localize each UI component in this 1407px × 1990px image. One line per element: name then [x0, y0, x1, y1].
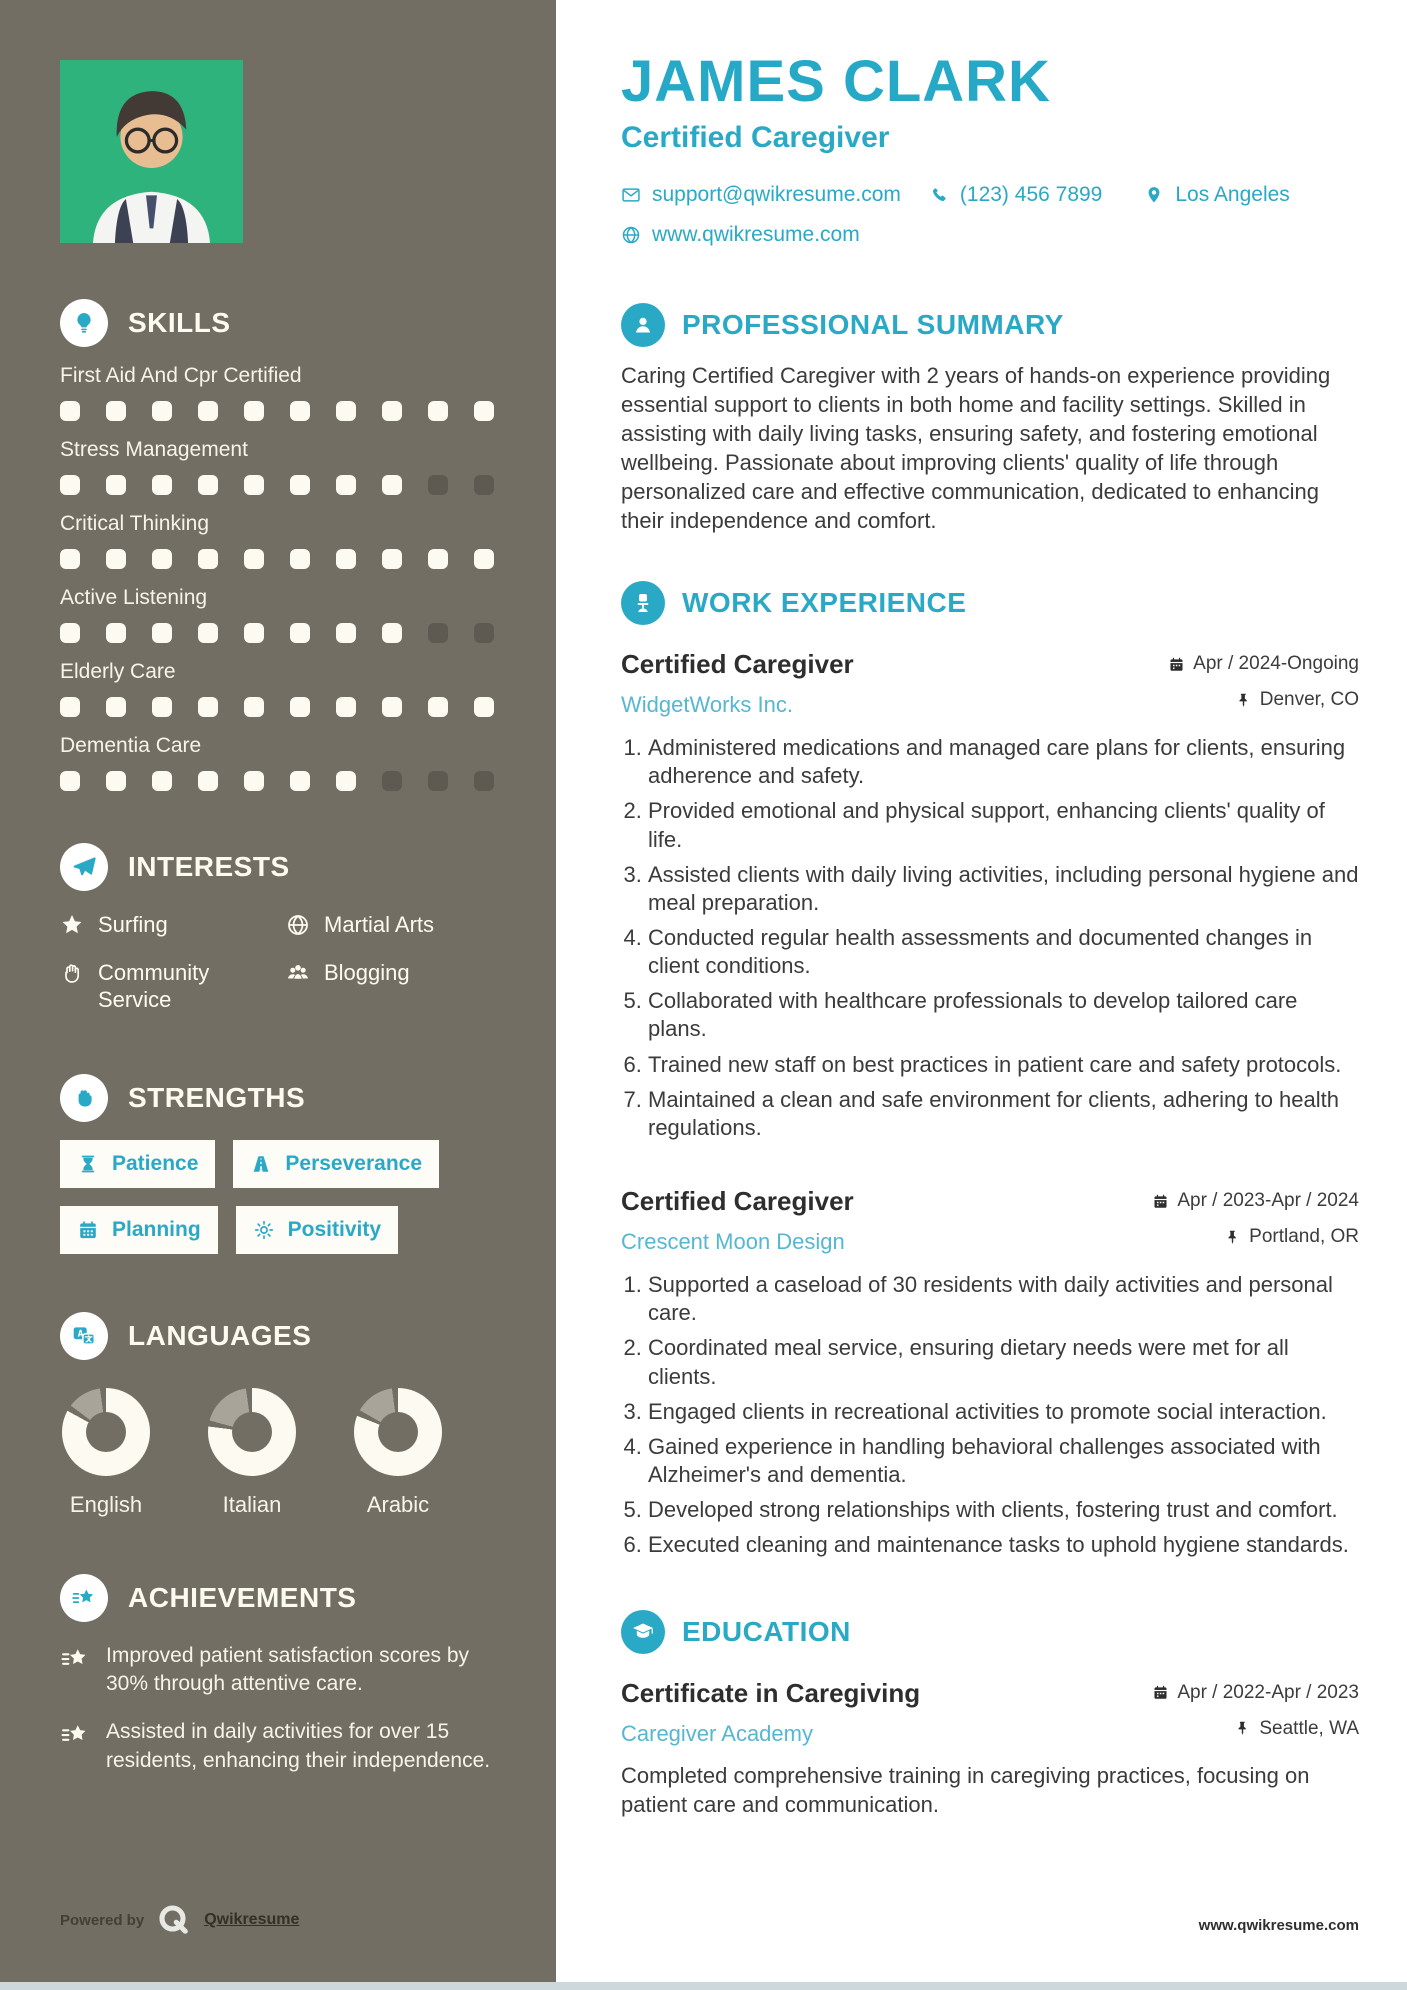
education-text: Completed comprehensive training in caregiving practices, focusing on patient care and communication. — [621, 1762, 1310, 1817]
main-content — [556, 0, 1407, 1990]
skills-title: SKILLS — [128, 307, 231, 338]
skills-header — [60, 299, 498, 347]
skill-item — [60, 734, 498, 791]
skill-dot — [336, 549, 356, 569]
skill-dot — [244, 475, 264, 495]
skill-dot — [428, 475, 448, 495]
strength-label: Positivity — [287, 1217, 382, 1241]
qwikresume-brand-link[interactable]: Qwikresume — [204, 1911, 300, 1928]
job-location — [1168, 689, 1359, 711]
education-dates — [1152, 1682, 1359, 1704]
achievement-item — [60, 1718, 498, 1775]
skill-dot — [60, 401, 80, 421]
job-bullet: 3. Assisted clients with daily living activities, including personal hygiene and meal preparation. — [648, 861, 1359, 917]
users-icon — [286, 961, 310, 985]
languages-title: LANGUAGES — [128, 1319, 312, 1351]
strength-chip — [60, 1206, 218, 1254]
calendar-small-icon — [1152, 1193, 1169, 1210]
job-bullet: 7. Maintained a clean and safe environment for clients, adhering to health regulations. — [648, 1086, 1359, 1142]
experience-section — [621, 581, 1359, 1559]
skill-level-dots — [60, 549, 498, 569]
skill-dot — [60, 475, 80, 495]
interest-item — [286, 911, 498, 939]
job-header — [621, 1186, 1359, 1255]
globe-icon — [286, 913, 310, 937]
skill-dot — [106, 475, 126, 495]
summary-header — [621, 303, 1359, 347]
strengths-title: STRENGTHS — [128, 1081, 306, 1113]
skill-level-dots — [60, 475, 498, 495]
location-text: Los Angeles — [1175, 182, 1290, 206]
education-title: EDUCATION — [682, 1615, 851, 1647]
skill-dot — [336, 623, 356, 643]
skill-dot — [474, 623, 494, 643]
email-item[interactable] — [621, 183, 901, 207]
language-donut-chart — [62, 1388, 150, 1476]
interest-label: Surfing — [98, 912, 168, 937]
job-bullet: 3. Engaged clients in recreational activities to promote social interaction. — [648, 1398, 1359, 1426]
skill-dot — [244, 401, 264, 421]
skill-dot — [198, 475, 218, 495]
job-company: WidgetWorks Inc. — [621, 692, 793, 718]
translate-icon — [60, 1312, 108, 1360]
hand-icon — [60, 961, 84, 985]
achievement-text: Assisted in daily activities for over 15 residents, enhancing their independence. — [106, 1720, 491, 1772]
education-dates-text: Apr / 2022-Apr / 2023 — [1177, 1681, 1359, 1703]
education-header — [621, 1610, 1359, 1654]
candidate-name: JAMES CLARK — [621, 49, 1051, 114]
skill-dot — [428, 623, 448, 643]
skill-dot — [428, 401, 448, 421]
strengths-section — [60, 1074, 498, 1254]
job-header-right — [1152, 1186, 1359, 1248]
strengths-list — [60, 1140, 498, 1254]
sidebar — [0, 0, 556, 1990]
achievements-header — [60, 1574, 498, 1622]
language-label: Arabic — [366, 1491, 430, 1517]
interest-item — [60, 911, 272, 939]
summary-text: Caring Certified Caregiver with 2 years of hands-on experience providing essential support to clients in both home and facility settings. Skilled in assisting with daily living tasks, ensuring safety, and fostering emotional wellbeing. Passionate about improving clients' quality of life through personalized care and effective communication, dedicated to enhancing their independence and comfort. — [621, 362, 1331, 534]
skill-dot — [106, 697, 126, 717]
skill-dot — [336, 771, 356, 791]
job-entry — [621, 1186, 1359, 1559]
interests-header — [60, 843, 498, 891]
achievements-list — [60, 1642, 498, 1775]
job-bullet: 5. Developed strong relationships with clients, fostering trust and comfort. — [648, 1496, 1359, 1524]
grad-cap-icon — [621, 1610, 665, 1654]
education-list — [621, 1678, 1359, 1819]
job-bullets — [621, 734, 1359, 1142]
interests-title: INTERESTS — [128, 851, 290, 882]
calendar-small-icon — [1152, 1684, 1169, 1701]
chair-icon — [621, 581, 665, 625]
skill-dot — [152, 549, 172, 569]
language-item — [60, 1388, 152, 1518]
skill-item — [60, 364, 498, 421]
skill-level-dots — [60, 401, 498, 421]
education-entry — [621, 1678, 1359, 1819]
language-item — [352, 1388, 444, 1518]
skill-dot — [106, 623, 126, 643]
footer-site[interactable]: www.qwikresume.com — [1198, 1917, 1359, 1934]
road-icon — [250, 1153, 272, 1175]
skill-dot — [244, 549, 264, 569]
skill-dot — [474, 549, 494, 569]
skill-dot — [474, 401, 494, 421]
skill-dot — [152, 623, 172, 643]
skill-dot — [382, 623, 402, 643]
shooting-star-icon — [60, 1644, 90, 1674]
skill-item — [60, 438, 498, 495]
job-location-text: Denver, CO — [1259, 689, 1359, 711]
language-label: English — [69, 1491, 143, 1517]
shooting-star-icon — [60, 1720, 90, 1750]
skill-label: First Aid And Cpr Certified — [60, 364, 302, 387]
skill-dot — [152, 475, 172, 495]
skill-dot — [474, 697, 494, 717]
interests-section — [60, 843, 498, 1014]
strengths-header — [60, 1074, 498, 1122]
sidebar-footer — [60, 1902, 299, 1938]
skill-level-dots — [60, 771, 498, 791]
interest-label: Blogging — [324, 959, 410, 985]
strength-chip — [233, 1140, 439, 1188]
job-header-left — [621, 1186, 854, 1255]
skill-dot — [152, 771, 172, 791]
pushpin-icon — [1224, 1229, 1241, 1246]
paper-plane-icon — [60, 843, 108, 891]
interest-label: Community Service — [98, 959, 210, 1012]
languages-header — [60, 1312, 498, 1360]
skill-label: Elderly Care — [60, 660, 176, 683]
skill-dot — [152, 697, 172, 717]
skill-dot — [152, 401, 172, 421]
candidate-role: Certified Caregiver — [621, 120, 890, 154]
phone-icon — [929, 185, 949, 205]
skill-dot — [382, 771, 402, 791]
skill-dot — [244, 697, 264, 717]
map-pin-icon — [1144, 185, 1164, 205]
skill-dot — [198, 401, 218, 421]
skill-item — [60, 586, 498, 643]
strengths-row — [60, 1140, 498, 1188]
calendar-icon — [77, 1219, 99, 1241]
job-company: Crescent Moon Design — [621, 1229, 845, 1255]
interest-label: Martial Arts — [324, 912, 435, 937]
location-item — [1144, 183, 1289, 207]
experience-header — [621, 581, 1359, 625]
strength-chip — [60, 1140, 215, 1188]
languages-list — [60, 1388, 498, 1518]
skill-dot — [336, 697, 356, 717]
job-dates-text: Apr / 2024-Ongoing — [1193, 653, 1359, 675]
skill-dot — [60, 697, 80, 717]
summary-section — [621, 303, 1359, 535]
pushpin-icon — [1235, 692, 1252, 709]
achievements-title: ACHIEVEMENTS — [128, 1581, 357, 1613]
skill-dot — [244, 771, 264, 791]
achievement-item — [60, 1642, 498, 1699]
job-bullet: 1. Supported a caseload of 30 residents with daily activities and personal care. — [648, 1271, 1359, 1327]
job-location-text: Portland, OR — [1249, 1226, 1359, 1248]
job-bullet: 4. Conducted regular health assessments and documented changes in client conditions. — [648, 924, 1359, 980]
skill-dot — [382, 549, 402, 569]
achievement-text: Improved patient satisfaction scores by 30% through attentive care. — [106, 1643, 470, 1695]
skill-dot — [198, 771, 218, 791]
achievements-section — [60, 1574, 498, 1775]
job-bullet: 4. Gained experience in handling behavioral challenges associated with Alzheimer's and dementia. — [648, 1433, 1359, 1489]
job-bullet: 2. Provided emotional and physical support, enhancing clients' quality of life. — [648, 797, 1359, 853]
skill-dot — [290, 771, 310, 791]
skill-label: Dementia Care — [60, 734, 202, 757]
skill-level-dots — [60, 697, 498, 717]
job-title: Certified Caregiver — [621, 1186, 854, 1217]
skill-dot — [336, 401, 356, 421]
skill-dot — [198, 623, 218, 643]
skill-dot — [290, 623, 310, 643]
interest-item — [286, 959, 498, 1014]
skill-dot — [382, 401, 402, 421]
globe-icon — [621, 225, 641, 245]
skill-dot — [336, 475, 356, 495]
skill-dot — [428, 771, 448, 791]
skill-dot — [106, 549, 126, 569]
contact-row-2 — [621, 223, 1359, 247]
jobs-list — [621, 649, 1359, 1559]
skill-dot — [60, 623, 80, 643]
skill-dot — [290, 401, 310, 421]
job-bullet: 5. Collaborated with healthcare professionals to develop tailored care plans. — [648, 987, 1359, 1043]
language-donut-chart — [354, 1388, 442, 1476]
interests-list — [60, 911, 498, 1014]
contact-row-1 — [621, 183, 1359, 207]
job-dates — [1168, 653, 1359, 675]
bottom-bar — [0, 1982, 1407, 1990]
shooting-star-icon — [60, 1574, 108, 1622]
job-location — [1152, 1226, 1359, 1248]
strength-label: Patience — [112, 1151, 199, 1175]
star-icon — [60, 913, 84, 937]
language-donut-chart — [208, 1388, 296, 1476]
skill-dot — [106, 401, 126, 421]
skill-dot — [198, 549, 218, 569]
education-location-text: Seattle, WA — [1259, 1717, 1359, 1739]
education-left — [621, 1678, 920, 1747]
skills-section — [60, 299, 498, 791]
skill-label: Stress Management — [60, 438, 248, 461]
job-header — [621, 649, 1359, 718]
website-text: www.qwikresume.com — [652, 222, 860, 246]
skill-dot — [290, 475, 310, 495]
strengths-row — [60, 1206, 498, 1254]
skill-dot — [60, 771, 80, 791]
education-header-row — [621, 1678, 1359, 1747]
skill-dot — [474, 771, 494, 791]
qwikresume-logo-icon — [156, 1902, 192, 1938]
phone-item[interactable] — [929, 183, 1102, 207]
skill-dot — [474, 475, 494, 495]
skill-label: Critical Thinking — [60, 512, 209, 535]
skill-dot — [428, 549, 448, 569]
strength-chip — [236, 1206, 398, 1254]
job-bullets — [621, 1271, 1359, 1559]
experience-title: WORK EXPERIENCE — [682, 587, 967, 619]
gear-icon — [253, 1219, 275, 1241]
skill-level-dots — [60, 623, 498, 643]
mail-icon — [621, 185, 641, 205]
website-item[interactable] — [621, 223, 860, 247]
skill-dot — [60, 549, 80, 569]
strength-label: Planning — [112, 1217, 201, 1241]
fist-icon — [60, 1074, 108, 1122]
skill-item — [60, 660, 498, 717]
skill-label: Active Listening — [60, 586, 208, 609]
language-item — [206, 1388, 298, 1518]
job-bullet: 1. Administered medications and managed care plans for clients, ensuring adherence and safety. — [648, 734, 1359, 790]
interest-item — [60, 959, 272, 1014]
job-title: Certified Caregiver — [621, 649, 854, 680]
profile-photo — [60, 60, 243, 243]
skill-dot — [428, 697, 448, 717]
powered-by-label: Powered by — [60, 1911, 145, 1929]
summary-title: PROFESSIONAL SUMMARY — [682, 308, 1064, 340]
job-header-right — [1168, 649, 1359, 711]
person-portrait — [60, 60, 243, 243]
hourglass-icon — [77, 1153, 99, 1175]
email-text: support@qwikresume.com — [652, 182, 901, 206]
skill-dot — [382, 697, 402, 717]
lightbulb-icon — [60, 299, 108, 347]
job-entry — [621, 649, 1359, 1142]
pushpin-icon — [1234, 1720, 1251, 1737]
phone-text: (123) 456 7899 — [959, 182, 1103, 206]
skill-dot — [106, 771, 126, 791]
education-school: Caregiver Academy — [621, 1720, 813, 1746]
skill-item — [60, 512, 498, 569]
education-right — [1152, 1678, 1359, 1740]
languages-section — [60, 1312, 498, 1518]
skill-dot — [290, 697, 310, 717]
job-dates — [1152, 1190, 1359, 1212]
job-bullet: 6. Trained new staff on best practices in patient care and safety protocols. — [648, 1051, 1359, 1079]
job-bullet: 2. Coordinated meal service, ensuring dietary needs were met for all clients. — [648, 1334, 1359, 1390]
education-location — [1152, 1718, 1359, 1740]
education-degree: Certificate in Caregiving — [621, 1677, 921, 1708]
language-label: Italian — [222, 1491, 282, 1517]
strength-label: Perseverance — [285, 1151, 423, 1175]
skill-dot — [382, 475, 402, 495]
job-bullet: 6. Executed cleaning and maintenance tasks to uphold hygiene standards. — [648, 1531, 1359, 1559]
job-header-left — [621, 649, 854, 718]
calendar-small-icon — [1168, 656, 1185, 673]
skill-dot — [244, 623, 264, 643]
skills-list — [60, 364, 498, 791]
skill-dot — [198, 697, 218, 717]
job-dates-text: Apr / 2023-Apr / 2024 — [1177, 1190, 1359, 1212]
person-icon — [621, 303, 665, 347]
education-section — [621, 1610, 1359, 1819]
skill-dot — [290, 549, 310, 569]
